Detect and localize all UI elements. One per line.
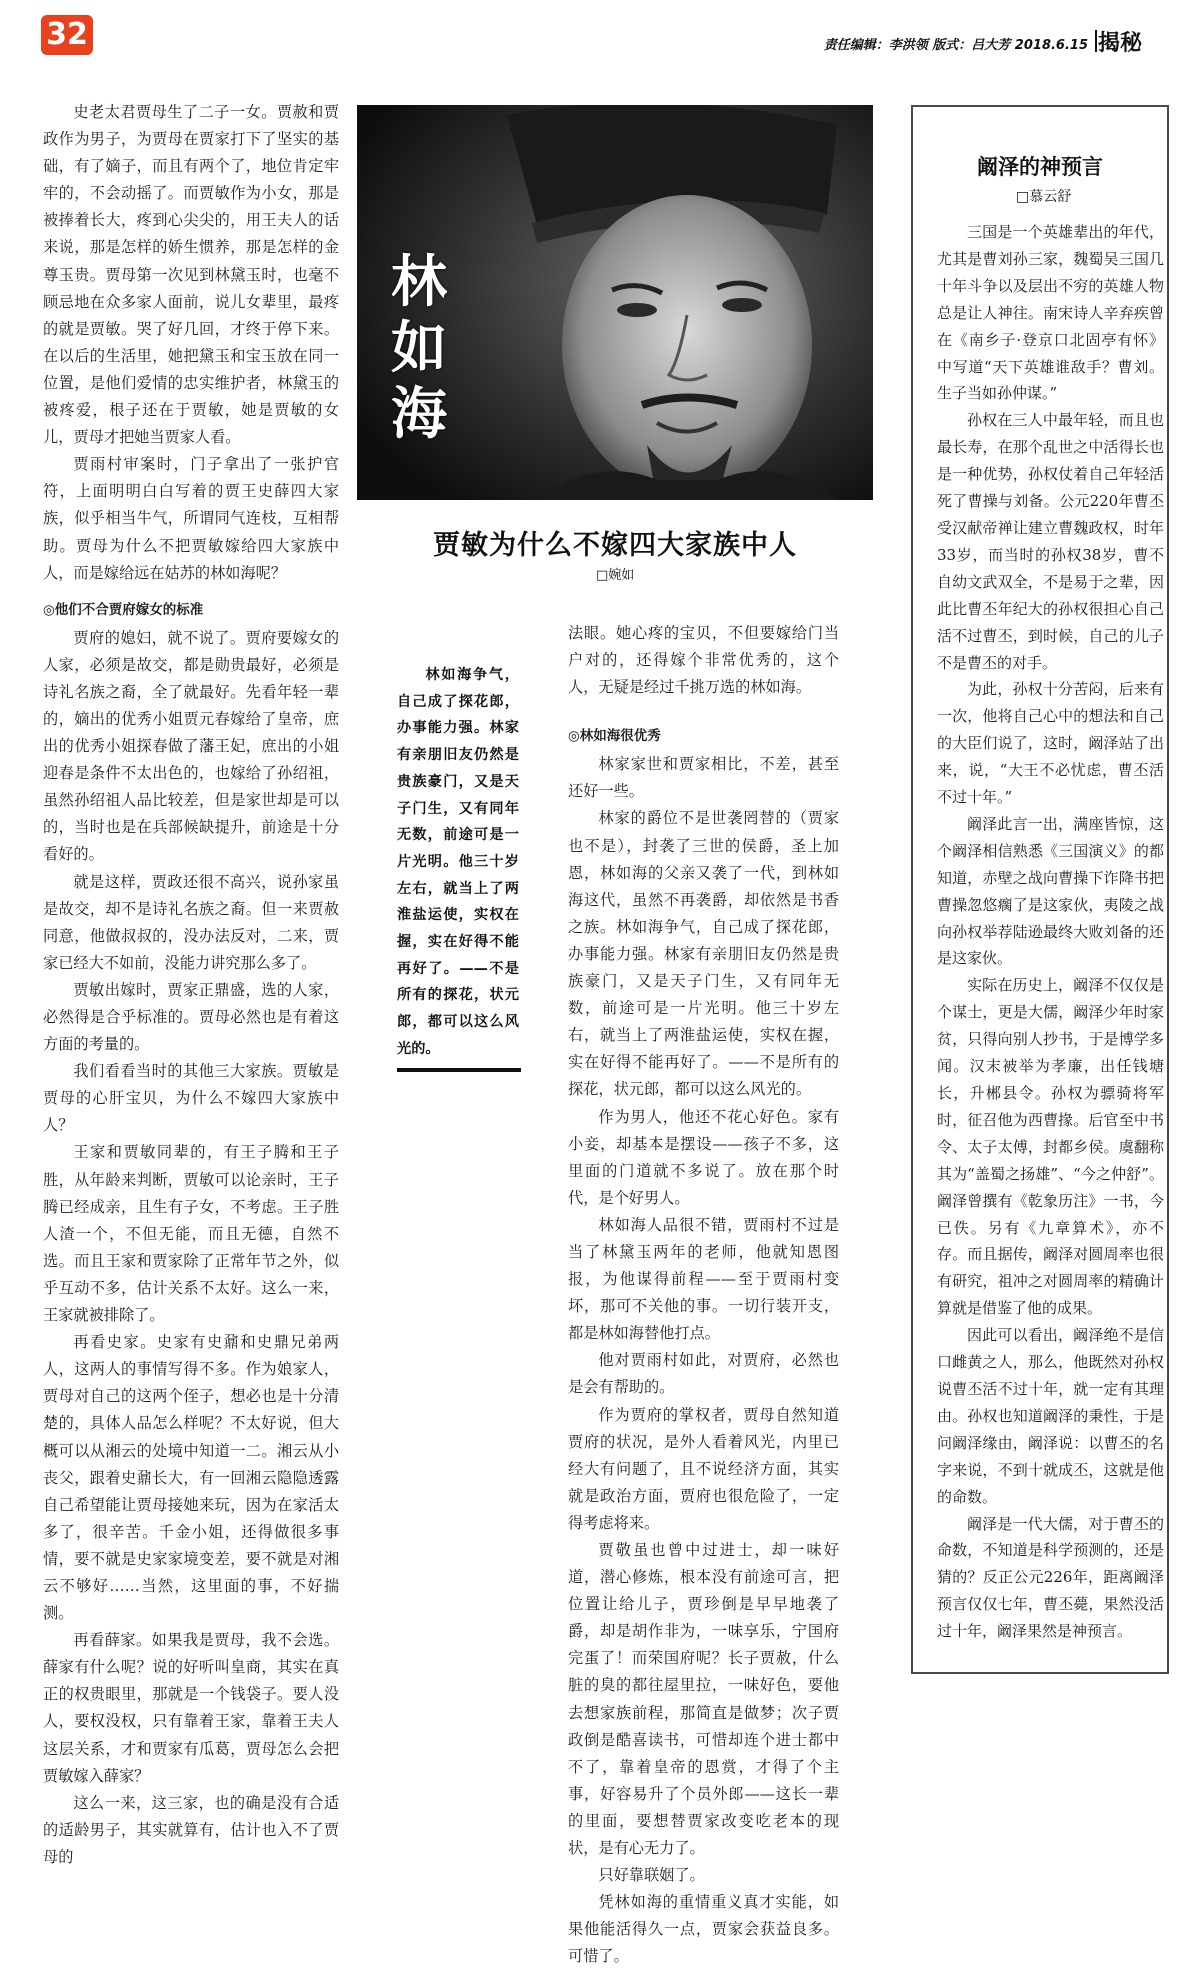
paragraph: 因此可以看出，阚泽绝不是信口雌黄之人，那么，他既然对孙权说曹丕活不过十年，就一定有其理由。孙权也知道阚泽的秉性，于是问阚泽缘由，阚泽说：以曹丕的名字来说，不到十就成丕，这就是他的命数。 [937,1326,1164,1506]
paragraph: 贾敏出嫁时，贾家正鼎盛，选的人家，必然得是合乎标准的。贾母必然也是有着这方面的考量的。 [43,980,339,1054]
paragraph: 王家和贾敏同辈的，有王子腾和王子胜，从年龄来判断，贾敏可以论亲时，王子腾已经成亲，且生有子女，不考虑。王子胜人渣一个，不但无能，而且无德，自然不选。而且王家和贾家除了正常年节之外，似乎互动不多，估计关系不太好。这么一来，王家就被排除了。 [43,1143,339,1325]
paragraph: 我们看看当时的其他三大家族。贾敏是贾母的心肝宝贝，为什么不嫁四大家族中人？ [43,1062,339,1135]
article-title: 贾敏为什么不嫁四大家族中人 [433,530,797,561]
article-author: □婉如 [596,568,635,583]
paragraph: 再看史家。史家有史鼐和史鼎兄弟两人，这两人的事情写得不多。作为娘家人，贾母对自己的这两个侄子，想必也是十分清楚的，具体人品怎么样呢？不太好说，但大概可以从湘云的处境中知道一二。湘云从小丧父，跟着史鼐长大，有一回湘云隐隐透露自己希望能让贾母接她来玩，因为在家活太多了，很辛苦。千金小姐，还得做很多事情，要不就是史家家境变差，要不就是对湘云不够好……当然，这里面的事，不好揣测。 [43,1333,339,1623]
paragraph: 就是这样，贾政还很不高兴，说孙家虽是故交，却不是诗礼名族之裔。但一来贾赦同意，他做叔叔的，没办法反对，二来，贾家已经大不如前，没能力讲究那么多了。 [43,872,339,972]
paragraph: 贾敬虽也曾中过进士，却一味好道，潜心修炼，根本没有前途可言，把位置让给儿子，贾珍倒是早早地袭了爵，却是胡作非为，一味享乐，宁国府完蛋了！而荣国府呢？长子贾赦，什么脏的臭的都往屋里拉，一味好色，要他去想家族前程，那简直是做梦；次子贾政倒是酷喜读书，可惜却连个进士都中不了，靠着皇帝的恩赏，才得了个主事，好容易升了个员外郎——这长一辈的里面，要想替贾家改变吃老本的现状，是有心无力了。 [568,1541,839,1858]
paragraph: 作为贾府的掌权者，贾母自然知道贾府的状况，是外人看着风光，内里已经大有问题了，且不说经济方面，其实就是政治方面，贾府也很危险了，一定得考虑将来。 [568,1405,839,1532]
paragraph: 法眼。她心疼的宝贝，不但要嫁给门当户对的，还得嫁个非常优秀的，这个人，无疑是经过千挑万选的林如海。 [568,624,839,697]
paragraph: 林家的爵位不是世袭罔替的（贾家也不是），封袭了三世的侯爵，圣上加恩，林如海的父亲又袭了一代，到林如海这代，虽然不再袭爵，却依然是书香之族。林如海争气，自己成了探花郎，办事能力强。林家有亲朋旧友仍然是贵族豪门，又是天子门生，又有同年无数，前途可是一片光明。他三十岁左右，就当上了两淮盐运使，实权在握，实在好得不能再好了。——不是所有的探花，状元郎，都可以这么风光的。 [568,809,839,1099]
paragraph: 贾雨村审案时，门子拿出了一张护官符，上面明明白白写着的贾王史薛四大家族，似乎相当牛气，所谓同气连枝，互相帮助。贾母为什么不把贾敏嫁给四大家族中人，而是嫁给远在姑苏的林如海呢？ [43,455,339,582]
paragraph: 林如海人品很不错，贾雨村不过是当了林黛玉两年的老师，他就知恩图报，为他谋得前程——至于贾雨村变坏，那可不关他的事。一切行装开支，都是林如海替他打点。 [568,1215,839,1343]
paragraph: 他对贾雨村如此，对贾府，必然也是会有帮助的。 [568,1351,839,1397]
editor-info: 责任编辑：李洪领 版式：吕大芳 2018.6.15 [823,38,1088,53]
sidebar-title: 阚泽的神预言 [977,154,1103,179]
paragraph: 作为男人，他还不花心好色。家有小妾，却基本是摆设——孩子不多，这里面的门道就不多说了。放在那个时代，是个好男人。 [568,1107,839,1207]
paragraph: 凭林如海的重情重义真才实能，如果他能活得久一点，贾家会获益良多。可惜了。 [568,1893,839,1966]
photo-caption-name: 林 如 海 [391,250,447,447]
page-number: 32 [41,15,93,55]
pull-quote: 林如海争气，自己成了探花郎，办事能力强。林家有亲朋旧友仍然是贵族豪门，又是天子门生，又有同年无数，前途可是一片光明。他三十岁左右，就当上了两淮盐运使，实权在握，实在好得不能再好了。——不是所有的探花，状元郎，都可以这么风光的。 [397,667,519,1057]
section-label: 揭秘 [1097,31,1142,56]
paragraph: 这么一来，这三家，也的确是没有合适的适龄男子，其实就算有，估计也入不了贾母的 [43,1793,339,1866]
paragraph: 孙权在三人中最年轻，而且也最长寿，在那个乱世之中活得长也是一种优势，孙权仗着自己年轻活死了曹操与刘备。公元220年曹丕受汉献帝禅让建立曹魏政权，时年33岁，而当时的孙权38岁，曹不自幼文武双全，不是易于之辈，因此比曹丕年纪大的孙权很担心自己活不过曹丕，到时候，自己的儿子不是曹丕的对手。 [937,411,1164,672]
paragraph: 贾府的媳妇，就不说了。贾府要嫁女的人家，必须是故交，都是勋贵最好，必须是诗礼名族之裔，全了就最好。先看年轻一辈的，嫡出的优秀小姐贾元春嫁给了皇帝，庶出的优秀小姐探春做了藩王妃，庶出的小姐迎春是条件不太出色的，也嫁给了孙绍祖，虽然孙绍祖人品比较差，但是家世却是可以的，当时也是在兵部候缺提升，前途是十分看好的。 [43,628,339,864]
paragraph: 只好靠联姻了。 [598,1866,705,1885]
article-column-3 [568,620,839,1971]
paragraph: 实际在历史上，阚泽不仅仅是个谋士，更是大儒，阚泽少年时家贫，只得向别人抄书，于是博学多闻。汉末被举为孝廉，出任钱塘长，升郴县令。孙权为骠骑将军时，征召他为西曹掾。后官至中书令、太子太傅，封都乡侯。虞翻称其为“盖蜀之扬雄”、“今之仲舒”。阚泽曾撰有《乾象历注》一书，今已佚。另有《九章算术》，亦不存。而且据传，阚泽对圆周率也很有研究，祖冲之对圆周率的精确计算就是借鉴了他的成果。 [937,976,1164,1318]
header-divider [1095,30,1097,52]
pull-quote-rule [397,1068,521,1072]
sidebar-text [937,219,1164,1645]
paragraph: 史老太君贾母生了二子一女。贾赦和贾政作为男子，为贾母在贾家打下了坚实的基础，有了嫡子，而且有两个了，地位肯定牢牢的，不会动摇了。而贾敏作为小女，那是被捧着长大，疼到心尖尖的，用王夫人的话来说，那是怎样的娇生惯养，那是怎样的金尊玉贵。贾母第一次见到林黛玉时，也毫不顾忌地在众多家人面前，说儿女辈里，最疼的就是贾敏。哭了好几回，才终于停下来。在以后的生活里，她把黛玉和宝玉放在同一位置，是他们爱情的忠实维护者，林黛玉的被疼爱，根子还在于贾敏，她是贾敏的女儿，贾母才把她当贾家人看。 [43,103,339,447]
paragraph: 林家家世和贾家相比，不差，甚至还好一些。 [568,755,839,801]
paragraph: 三国是一个英雄辈出的年代，尤其是曹刘孙三家，魏蜀吴三国几十年斗争以及层出不穷的英雄人物总是让人神往。南宋诗人辛弃疾曾在《南乡子·登京口北固亭有怀》中写道“天下英雄谁敌手？曹刘。生子当如孙仲谋。” [937,223,1164,403]
sidebar-author: □慕云舒 [1016,189,1072,205]
paragraph: 再看薛家。如果我是贾母，我不会选。薛家有什么呢？说的好听叫皇商，其实在真正的权贵眼里，那就是一个钱袋子。要人没人，要权没权，只有靠着王家，靠着王夫人这层关系，才和贾家有瓜葛，贾母怎么会把贾敏嫁入薛家？ [43,1631,339,1785]
subheading: ◎林如海很优秀 [568,728,661,745]
subheading: ◎他们不合贾府嫁女的标准 [43,601,204,618]
paragraph: 阚泽是一代大儒，对于曹丕的命数，不知道是科学预测的，还是猜的？反正公元226年，距离阚泽预言仅仅七年，曹丕薨，果然没活过十年，阚泽果然是神预言。 [937,1514,1164,1641]
paragraph: 为此，孙权十分苦闷，后来有一次，他将自己心中的想法和自己的大臣们说了，这时，阚泽站了出来，说，“大王不必忧虑，曹丕活不过十年。” [937,680,1164,807]
article-column-1 [43,99,339,1871]
paragraph: 阚泽此言一出，满座皆惊，这个阚泽相信熟悉《三国演义》的都知道，赤壁之战向曹操下诈降书把曹操忽悠瘸了是这家伙，夷陵之战向孙权举荐陆逊最终大败刘备的还是这家伙。 [937,814,1164,968]
